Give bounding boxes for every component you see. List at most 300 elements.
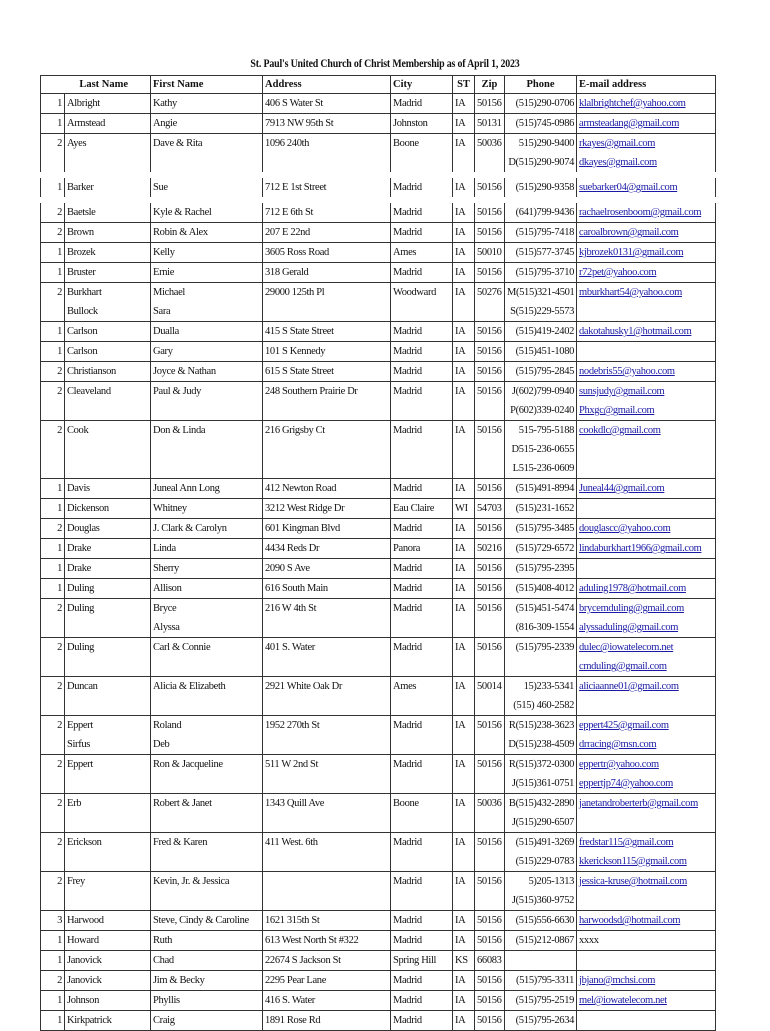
- table-row: [41, 677, 716, 716]
- city: [391, 539, 453, 559]
- address: [263, 559, 391, 579]
- address: [263, 223, 391, 243]
- address-value: 1952 270th St: [265, 720, 320, 731]
- zip-code-value: 50156: [477, 583, 502, 594]
- first-name: [151, 599, 263, 638]
- first-name: [151, 134, 263, 176]
- city-value: Madrid: [393, 935, 422, 946]
- email-link[interactable]: dkayes@gmail.com: [579, 157, 657, 168]
- first-name: [151, 175, 263, 200]
- email-link[interactable]: alyssaduling@gmail.com: [579, 622, 679, 633]
- table-row: [41, 134, 716, 176]
- household-count: [41, 638, 65, 677]
- email: [577, 499, 716, 519]
- address: [263, 283, 391, 322]
- first-name: [151, 677, 263, 716]
- last-name: [65, 991, 151, 1011]
- state: [453, 638, 475, 677]
- phone: [505, 599, 577, 638]
- first-name-line: Kathy: [153, 98, 177, 109]
- address-value: 248 Southern Prairie Dr: [265, 386, 358, 397]
- email-link[interactable]: eppert425@gmail.com: [579, 720, 669, 731]
- state-value: IA: [455, 118, 466, 129]
- email: [577, 223, 716, 243]
- email: [577, 755, 716, 794]
- first-name: [151, 200, 263, 223]
- header-row: [41, 76, 716, 94]
- table-row: [41, 175, 716, 200]
- email-link[interactable]: mburkhart54@yahoo.com: [579, 287, 682, 298]
- email-link[interactable]: lindaburkhart1966@gmail.com: [579, 543, 702, 554]
- state-value: IA: [455, 720, 466, 731]
- zip-code: [475, 599, 505, 638]
- zip-code-value: 50131: [477, 118, 502, 129]
- address: [263, 243, 391, 263]
- email: [577, 519, 716, 539]
- email-link[interactable]: klalbrightchef@yahoo.com: [579, 98, 686, 109]
- city: [391, 991, 453, 1011]
- email-link[interactable]: janetandroberterb@gmail.com: [579, 798, 698, 809]
- email-text: [579, 951, 713, 970]
- first-name-line: Robert & Janet: [153, 798, 212, 809]
- address-value: 4434 Reds Dr: [265, 543, 320, 554]
- zip-code: [475, 677, 505, 716]
- city-value: Madrid: [393, 267, 422, 278]
- last-name-line: Baetsle: [67, 207, 96, 218]
- phone-line: (515)795-3311: [515, 975, 575, 986]
- last-name-line: Janovick: [67, 955, 102, 966]
- phone-line: R(515)238-3623: [508, 720, 575, 731]
- state-value: IA: [455, 583, 466, 594]
- first-name: [151, 794, 263, 833]
- city: [391, 283, 453, 322]
- city-value: Madrid: [393, 326, 422, 337]
- first-name-line: Deb: [153, 739, 170, 750]
- email: [577, 479, 716, 499]
- first-name-line: Joyce & Nathan: [153, 366, 216, 377]
- city: [391, 971, 453, 991]
- email: [577, 322, 716, 342]
- last-name: [65, 559, 151, 579]
- phone: [505, 362, 577, 382]
- email-link[interactable]: nodebris55@yahoo.com: [579, 366, 675, 377]
- table-row: [41, 519, 716, 539]
- first-name-line: Dualla: [153, 326, 179, 337]
- zip-code: [475, 1011, 505, 1031]
- state-value: IA: [455, 98, 466, 109]
- email: [577, 559, 716, 579]
- phone-line: (515)795-2634: [515, 1015, 575, 1026]
- zip-code: [475, 175, 505, 200]
- last-name-line: Carlson: [67, 326, 98, 337]
- email-link[interactable]: dulec@iowatelecom.net: [579, 642, 674, 653]
- household-count-value: 1: [57, 995, 62, 1006]
- zip-code-value: 50156: [477, 1015, 502, 1026]
- email-link[interactable]: Phxgc@gmail.com: [579, 405, 655, 416]
- phone-line: (515)795-2339: [515, 642, 575, 653]
- first-name-line: Fred & Karen: [153, 837, 208, 848]
- address-value: 216 Grigsby Ct: [265, 425, 325, 436]
- address-value: [265, 872, 388, 891]
- email-link[interactable]: brycemduling@gmail.com: [579, 603, 684, 614]
- email: [577, 134, 716, 176]
- email-link[interactable]: harwoodsd@hotmail.com: [579, 915, 681, 926]
- city-value: Ames: [393, 681, 417, 692]
- email-link[interactable]: jessica-kruse@hotmail.com: [579, 876, 687, 887]
- state: [453, 519, 475, 539]
- state: [453, 382, 475, 421]
- state: [453, 223, 475, 243]
- last-name-line: Burkhart: [67, 287, 102, 298]
- phone: [505, 677, 577, 716]
- address: [263, 579, 391, 599]
- phone: [505, 479, 577, 499]
- state: [453, 833, 475, 872]
- state-value: IA: [455, 207, 466, 218]
- phone: [505, 382, 577, 421]
- zip-code: [475, 283, 505, 322]
- membership-table: [40, 75, 716, 1031]
- phone-line: (515)795-2845: [515, 366, 575, 377]
- email-link[interactable]: douglascc@yahoo.com: [579, 523, 671, 534]
- first-name: [151, 223, 263, 243]
- table-row: [41, 579, 716, 599]
- state-value: IA: [455, 837, 466, 848]
- table-row: [41, 243, 716, 263]
- last-name: [65, 971, 151, 991]
- email-link[interactable]: rkayes@gmail.com: [579, 138, 656, 149]
- address: [263, 362, 391, 382]
- household-count-value: 1: [57, 935, 62, 946]
- address-value: 101 S Kennedy: [265, 346, 326, 357]
- first-name-line: Kelly: [153, 247, 175, 258]
- table-row: [41, 479, 716, 499]
- phone-line: (515)491-3269: [515, 837, 575, 848]
- zip-code: [475, 382, 505, 421]
- phone: [505, 94, 577, 114]
- email-link[interactable]: jbjano@mchsi.com: [579, 975, 656, 986]
- address-value: 415 S State Street: [265, 326, 334, 337]
- phone: [505, 421, 577, 479]
- email-link[interactable]: kjbrozek0131@gmail.com: [579, 247, 684, 258]
- zip-code: [475, 794, 505, 833]
- zip-code: [475, 638, 505, 677]
- household-count: [41, 421, 65, 479]
- phone: [505, 951, 577, 971]
- email: [577, 200, 716, 223]
- address-value: 3212 West Ridge Dr: [265, 503, 345, 514]
- city: [391, 322, 453, 342]
- email-link[interactable]: caroalbrown@gmail.com: [579, 227, 679, 238]
- city: [391, 263, 453, 283]
- last-name-line: Cleaveland: [67, 386, 111, 397]
- zip-code: [475, 243, 505, 263]
- last-name-line: Johnson: [67, 995, 99, 1006]
- city: [391, 421, 453, 479]
- address: [263, 114, 391, 134]
- city-value: Madrid: [393, 1015, 422, 1026]
- last-name-line: Bullock: [67, 306, 98, 317]
- city: [391, 677, 453, 716]
- email: [577, 114, 716, 134]
- household-count: [41, 519, 65, 539]
- phone: [505, 263, 577, 283]
- household-count: [41, 539, 65, 559]
- email-link[interactable]: dakotahusky1@hotmail.com: [579, 326, 692, 337]
- city-value: Madrid: [393, 182, 422, 193]
- email-link[interactable]: Juneal44@gmail.com: [579, 483, 665, 494]
- last-name: [65, 175, 151, 200]
- email-link[interactable]: eppertr@yahoo.com: [579, 759, 659, 770]
- household-count: [41, 951, 65, 971]
- col-header-email: E-mail address: [577, 76, 716, 94]
- first-name-line: Ernie: [153, 267, 175, 278]
- phone: [505, 519, 577, 539]
- phone-line: (515)491-8994: [515, 483, 575, 494]
- email-link[interactable]: aduling1978@hotmail.com: [579, 583, 686, 594]
- email-link[interactable]: armsteadang@gmail.com: [579, 118, 680, 129]
- last-name: [65, 114, 151, 134]
- table-row: [41, 971, 716, 991]
- first-name-line: Michael: [153, 287, 185, 298]
- email: [577, 716, 716, 755]
- last-name: [65, 539, 151, 559]
- zip-code-value: 50156: [477, 720, 502, 731]
- city: [391, 599, 453, 638]
- last-name-line: Albright: [67, 98, 100, 109]
- phone: [505, 911, 577, 931]
- household-count-value: 2: [57, 603, 62, 614]
- city-value: Madrid: [393, 975, 422, 986]
- household-count: [41, 579, 65, 599]
- state-value: IA: [455, 603, 466, 614]
- state-value: IA: [455, 543, 466, 554]
- city-value: Woodward: [393, 287, 437, 298]
- address-value: 29000 125th Pl: [265, 287, 325, 298]
- address: [263, 794, 391, 833]
- table-row: [41, 716, 716, 755]
- first-name-line: Don & Linda: [153, 425, 206, 436]
- city-value: Madrid: [393, 523, 422, 534]
- household-count: [41, 559, 65, 579]
- state-value: IA: [455, 366, 466, 377]
- first-name: [151, 755, 263, 794]
- table-row: [41, 599, 716, 638]
- phone: [505, 1011, 577, 1031]
- city-value: Madrid: [393, 915, 422, 926]
- phone-line: M(515)321-4501: [507, 287, 575, 298]
- zip-code-value: 50036: [477, 138, 502, 149]
- phone-line: 515)290-9400: [518, 138, 575, 149]
- state-value: IA: [455, 1015, 466, 1026]
- household-count-value: 1: [57, 1015, 62, 1026]
- email-link[interactable]: rachaelrosenboom@gmail.com: [579, 207, 702, 218]
- city: [391, 243, 453, 263]
- state: [453, 243, 475, 263]
- first-name: [151, 971, 263, 991]
- phone-line: (515)231-1652: [515, 503, 575, 514]
- zip-code-value: 50036: [477, 798, 502, 809]
- state: [453, 499, 475, 519]
- email-link[interactable]: kkerickson115@gmail.com: [579, 856, 687, 867]
- state-value: IA: [455, 798, 466, 809]
- last-name-line: Drake: [67, 543, 91, 554]
- household-count-value: 1: [57, 955, 62, 966]
- city-value: Madrid: [393, 720, 422, 731]
- state: [453, 479, 475, 499]
- state: [453, 716, 475, 755]
- city: [391, 716, 453, 755]
- email: [577, 794, 716, 833]
- phone: [505, 283, 577, 322]
- table-row: [41, 362, 716, 382]
- city-value: Ames: [393, 247, 417, 258]
- address: [263, 599, 391, 638]
- household-count-value: 1: [57, 583, 62, 594]
- household-count: [41, 833, 65, 872]
- address: [263, 382, 391, 421]
- first-name-line: Ron & Jacqueline: [153, 759, 223, 770]
- phone-line: (515)451-5474: [515, 603, 575, 614]
- zip-code: [475, 421, 505, 479]
- address-value: 401 S. Water: [265, 642, 315, 653]
- table-row: [41, 951, 716, 971]
- household-count-value: 1: [57, 267, 62, 278]
- household-count-value: 1: [57, 247, 62, 258]
- address-value: 216 W 4th St: [265, 603, 317, 614]
- first-name-line: Sherry: [153, 563, 179, 574]
- city-value: Madrid: [393, 366, 422, 377]
- email-link[interactable]: aliciaanne01@gmail.com: [579, 681, 679, 692]
- address: [263, 479, 391, 499]
- household-count-value: 2: [57, 720, 62, 731]
- state: [453, 322, 475, 342]
- table-row: [41, 263, 716, 283]
- zip-code: [475, 114, 505, 134]
- zip-code-value: 50156: [477, 346, 502, 357]
- first-name: [151, 421, 263, 479]
- state-value: WI: [455, 503, 468, 514]
- household-count-value: 1: [57, 326, 62, 337]
- last-name-line: Dickenson: [67, 503, 109, 514]
- state-value: IA: [455, 523, 466, 534]
- first-name: [151, 362, 263, 382]
- col-header-address: Address: [263, 76, 391, 94]
- email-text: [579, 440, 713, 459]
- state-value: IA: [455, 759, 466, 770]
- household-count-value: 1: [57, 543, 62, 554]
- last-name-line: Frey: [67, 876, 85, 887]
- household-count: [41, 175, 65, 200]
- zip-code: [475, 94, 505, 114]
- address-value: 1096 240th: [265, 138, 310, 149]
- phone-line: (515)229-0783: [515, 856, 575, 867]
- city-value: Madrid: [393, 386, 422, 397]
- zip-code: [475, 755, 505, 794]
- household-count: [41, 134, 65, 176]
- state-value: KS: [455, 955, 468, 966]
- email-link[interactable]: eppertjp74@yahoo.com: [579, 778, 673, 789]
- household-count-value: 1: [57, 503, 62, 514]
- last-name-line: Howard: [67, 935, 99, 946]
- city: [391, 638, 453, 677]
- zip-code: [475, 579, 505, 599]
- phone-line: (515)795-2519: [515, 995, 575, 1006]
- address: [263, 911, 391, 931]
- first-name: [151, 114, 263, 134]
- state: [453, 971, 475, 991]
- household-count: [41, 931, 65, 951]
- first-name: [151, 94, 263, 114]
- state: [453, 579, 475, 599]
- zip-code: [475, 322, 505, 342]
- phone-line: (515)795-2395: [515, 563, 575, 574]
- household-count-value: 2: [57, 366, 62, 377]
- email-link[interactable]: cmduling@gmail.com: [579, 661, 667, 672]
- phone-line: [507, 657, 574, 676]
- state: [453, 263, 475, 283]
- email-link[interactable]: drracing@msn.com: [579, 739, 657, 750]
- email-link[interactable]: fredstar115@gmail.com: [579, 837, 674, 848]
- state: [453, 421, 475, 479]
- last-name-line: Duncan: [67, 681, 98, 692]
- first-name: [151, 263, 263, 283]
- phone: [505, 716, 577, 755]
- address-value: 318 Gerald: [265, 267, 309, 278]
- phone-line: D515-236-0655: [511, 444, 575, 455]
- email-text: [579, 459, 713, 478]
- city: [391, 559, 453, 579]
- phone: [505, 175, 577, 200]
- email-link[interactable]: r72pet@yahoo.com: [579, 267, 657, 278]
- address: [263, 638, 391, 677]
- city-value: Madrid: [393, 207, 422, 218]
- email-link[interactable]: sunsjudy@gmail.com: [579, 386, 665, 397]
- last-name: [65, 223, 151, 243]
- zip-code: [475, 833, 505, 872]
- email-link[interactable]: cookdlc@gmail.com: [579, 425, 661, 436]
- city: [391, 382, 453, 421]
- city: [391, 94, 453, 114]
- phone-line: (515)577-3745: [515, 247, 575, 258]
- household-count-value: 1: [57, 483, 62, 494]
- address: [263, 971, 391, 991]
- address-value: 412 Newton Road: [265, 483, 337, 494]
- address: [263, 134, 391, 176]
- email: [577, 951, 716, 971]
- city: [391, 362, 453, 382]
- state-value: IA: [455, 876, 466, 887]
- last-name: [65, 872, 151, 911]
- first-name: [151, 559, 263, 579]
- state-value: IA: [455, 247, 466, 258]
- household-count-value: 1: [57, 346, 62, 357]
- state-value: IA: [455, 267, 466, 278]
- email-link[interactable]: mel@iowatelecom.net: [579, 995, 667, 1006]
- household-count: [41, 794, 65, 833]
- address: [263, 94, 391, 114]
- address: [263, 499, 391, 519]
- last-name: [65, 499, 151, 519]
- email: [577, 599, 716, 638]
- zip-code: [475, 479, 505, 499]
- col-header-last-name: Last Name: [41, 76, 151, 94]
- email-link[interactable]: suebarker04@gmail.com: [579, 182, 678, 193]
- state: [453, 539, 475, 559]
- last-name-line: Brown: [67, 227, 94, 238]
- address-value: 2090 S Ave: [265, 563, 310, 574]
- first-name: [151, 911, 263, 931]
